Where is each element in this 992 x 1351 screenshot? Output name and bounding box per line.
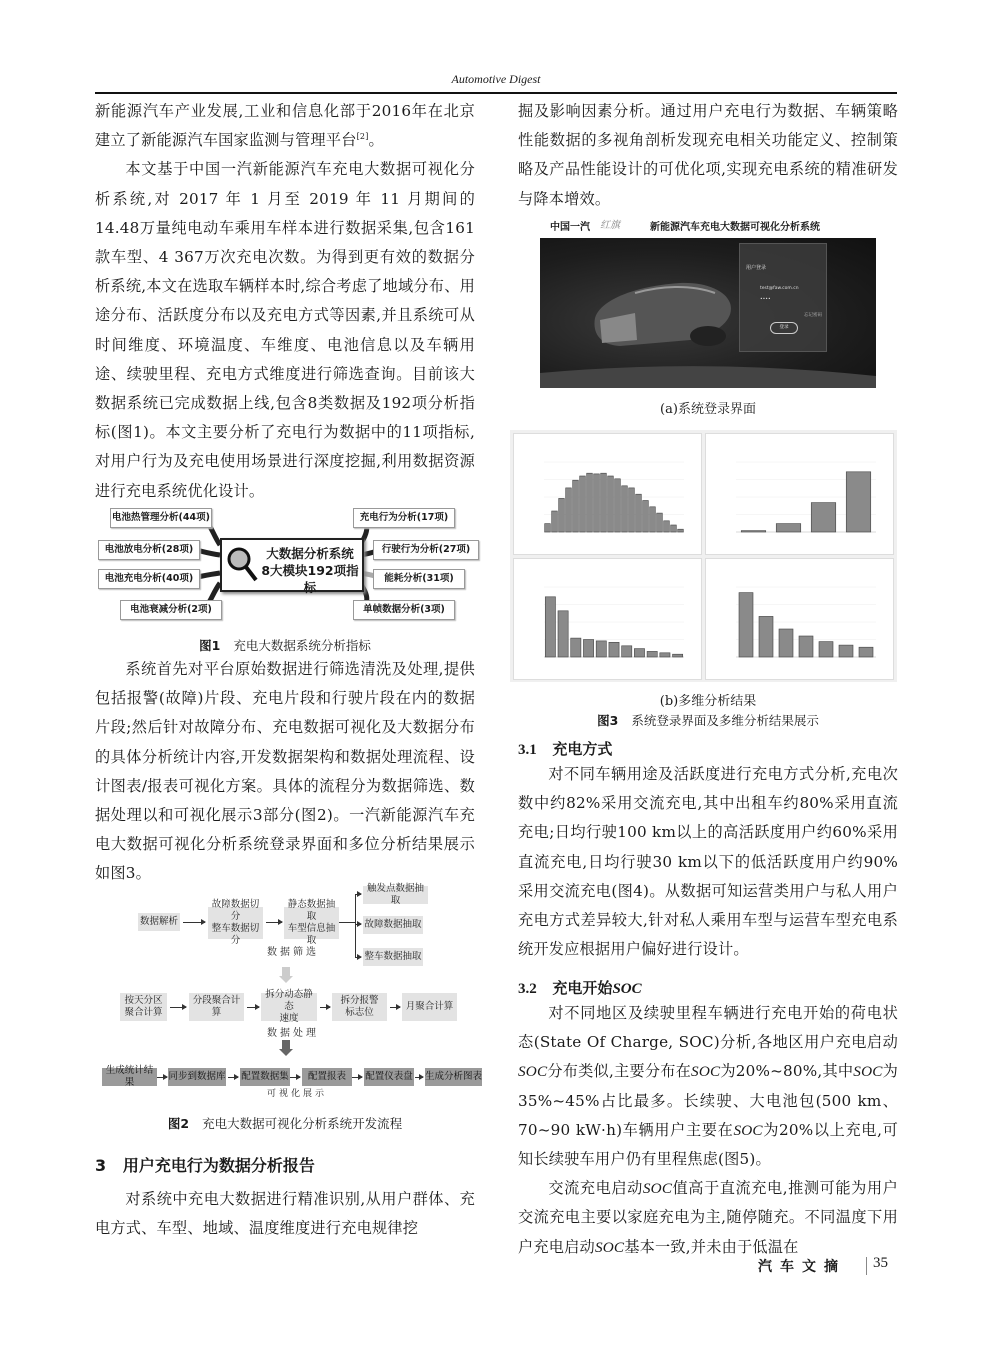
password-input[interactable]: •••• [760, 297, 771, 302]
flow-arrow [355, 924, 361, 925]
paragraph [518, 1174, 898, 1262]
bar [776, 524, 801, 532]
right-column-top [518, 97, 898, 214]
bar [566, 488, 572, 532]
bar [594, 474, 600, 532]
paragraph: 本文基于中国一汽新能源汽车充电大数据可视化分析系统,对 2017 年 1 月至 2019 年 11 月期间的14.48万量纯电动车乘用车样本进行数据采集,包含161 款车型、4 367万次充电次数。为得到更有效的数据分析系统,本文在选取车辆样本时,综合考虑了地域分布、用途分布、活跃度分布以及充电方式等因素,并且系统可从时间维度、环境温度、车维度、电池信息以及车辆用途、续驶里程、充电方式维度进行筛选查询。目前该大数据系统已完成数据上线,包含8类数据及192项分析指标(图1)。本文主要分析了充电行为数据中的11项指标,对用户行为及充电使用场景进行深度挖掘,利用数据资源进行充电系统优化设计。 [95, 160, 475, 500]
chart-panel [705, 558, 894, 680]
term-soc: SOC [642, 1180, 673, 1198]
bar [545, 597, 555, 657]
caption-number: 图2 [167, 1116, 190, 1131]
mindmap-node-right: 单帧数据分析(3项) [353, 600, 455, 620]
flow-box: 配置数据集 [240, 1068, 290, 1086]
bar-chart [514, 559, 701, 679]
bar [678, 529, 684, 532]
login-button[interactable]: 登录 [770, 322, 798, 334]
figure-2-caption [95, 1114, 475, 1132]
mindmap-center-node [220, 538, 364, 595]
figure-3a-caption: (a)系统登录界面 [660, 402, 756, 417]
brand-logo-hongqi: 红旗 [600, 220, 620, 231]
footer-journal-name: 汽车文摘 [758, 1259, 846, 1275]
bar-chart [706, 559, 893, 679]
bar [583, 640, 593, 658]
bar [558, 611, 568, 657]
flow-box: 同步到数据库 [168, 1068, 226, 1086]
bar [587, 473, 593, 532]
text: 值高于直流充电,推测可能为用户交流充电主要以家庭充电为主,随停随充。不同温度下用户充电启动 [518, 1179, 899, 1256]
flow-box: 故障数据切分 整车数据切分 [208, 907, 263, 939]
flow-arrow [266, 922, 282, 923]
chart-panel [513, 558, 702, 680]
section-number: 3.2 [518, 981, 537, 997]
paragraph: 掘及影响因素分析。通过用户充电行为数据、车辆策略性能数据的多视角剖析发现充电相关功能定义、控制策略及产品性能设计的可优化项,实现充电系统的精准研发与降本增效。 [518, 102, 898, 208]
flow-arrow [183, 922, 205, 923]
text: 为20%~80%,其中 [720, 1062, 854, 1081]
flow-box: 配置仪表盘 [364, 1068, 414, 1086]
bar [634, 649, 644, 657]
right-column-mid [518, 760, 898, 964]
bar [622, 486, 628, 532]
center-title: 大数据分析系统 [266, 546, 354, 561]
paragraph [95, 97, 475, 155]
term-soc: SOC [853, 1063, 883, 1081]
brand-logo-faw: 中国一汽 [550, 222, 590, 233]
section-title: 充电方式 [552, 740, 613, 758]
flow-arrow [247, 1007, 259, 1008]
flow-box: 配置报表 [302, 1068, 352, 1086]
mindmap-node-right: 充电行为分析(17项) [353, 508, 455, 528]
bar [739, 593, 753, 657]
bar [779, 629, 793, 657]
flow-box: 生成分析图表 [425, 1068, 482, 1086]
bar [859, 647, 873, 657]
text: 分布类似,主要分布在 [547, 1062, 692, 1081]
bar [571, 638, 581, 657]
stage-label: 可视化展示 [267, 1089, 328, 1099]
flow-arrow [352, 1077, 362, 1078]
left-column-bottom [95, 1185, 475, 1243]
bar [660, 653, 670, 657]
username-input[interactable]: test@faw.com.cn [760, 286, 799, 291]
bar-chart [706, 434, 893, 554]
section-title: 用户充电行为数据分析报告 [122, 1156, 315, 1175]
figure-3-caption [518, 711, 898, 729]
down-arrow-icon [280, 967, 290, 977]
footer-separator [866, 1257, 867, 1275]
term-soc: SOC [733, 1121, 763, 1139]
bar [647, 651, 657, 657]
bar [673, 654, 683, 657]
right-column-bottom [518, 999, 898, 1262]
figure-1-mindmap [95, 505, 485, 625]
flow-box: 整车数据抽取 [363, 948, 423, 966]
caption-text: 充电大数据系统分析指标 [233, 638, 371, 653]
bar [650, 507, 656, 532]
bar [636, 494, 642, 532]
mindmap-node-left: 电池充电分析(40项) [98, 569, 200, 589]
paragraph: 对系统中充电大数据进行精准识别,从用户群体、充电方式、车型、地域、温度维度进行充电规律挖 [95, 1190, 475, 1238]
term-soc: SOC [691, 1063, 721, 1081]
bar [559, 498, 565, 532]
bar [552, 511, 558, 532]
left-column-top [95, 97, 475, 506]
flow-box: 拆分报警 标志位 [332, 993, 387, 1021]
bar [664, 521, 670, 532]
bar [622, 646, 632, 657]
flow-arrow [390, 1007, 400, 1008]
section-number: 3.1 [518, 742, 537, 758]
caption-text: 充电大数据可视化分析系统开发流程 [202, 1116, 403, 1131]
chart-panel [513, 433, 702, 555]
paragraph-text: 新能源汽车产业发展,工业和信息化部于2016年在北京建立了新能源汽车国家监测与管理平台 [95, 102, 475, 150]
flow-box: 按天分区 聚合计算 [120, 993, 167, 1021]
bar [799, 636, 813, 657]
flow-box: 数据解析 [138, 913, 180, 931]
section-title: 充电开始 [552, 979, 613, 997]
text: 为35%~45%占比最多。长续驶、大电池包(500 km、70~90 kW·h)车辆用户主要在 [518, 1062, 898, 1139]
forgot-password-link[interactable]: 忘记密码 [804, 313, 822, 318]
bar [643, 501, 649, 533]
bar [609, 642, 619, 657]
text: 为20%以上充电,可知长续驶车用户仍有里程焦虑(图5)。 [518, 1120, 898, 1169]
flow-arrow [355, 894, 361, 895]
bar [596, 641, 606, 657]
flow-line [339, 922, 355, 923]
analysis-dashboard [510, 430, 897, 682]
subsection-heading [518, 977, 642, 998]
flow-arrow [157, 1077, 167, 1078]
flow-arrow [170, 1007, 186, 1008]
stage-label: 数据筛选 [267, 947, 319, 958]
flow-arrow [228, 1077, 238, 1078]
citation-ref[interactable]: [2] [356, 132, 369, 142]
login-panel [739, 243, 827, 352]
bar [811, 503, 836, 532]
bar [629, 488, 635, 532]
bar [839, 645, 853, 657]
caption-text: 系统登录界面及多维分析结果展示 [631, 713, 819, 728]
bar [580, 476, 586, 532]
section-heading [95, 1153, 315, 1176]
paragraph: 对不同车辆用途及活跃度进行充电方式分析,充电次数中约82%采用交流充电,其中出租车约80%采用直流充电;日均行驶100 km以上的高活跃度用户约60%采用直流充电,日均行驶30 km以下的低活跃度用户约90%采用交流充电(图4)。从数据可知运营类用户与私人用户充电方式差异较大,针对私人乘用车型与运营车型充电系统开发应根据用户偏好进行设计。 [518, 765, 898, 959]
flow-box: 拆分动态静态 速度 [261, 993, 317, 1021]
chart-panel [705, 433, 894, 555]
login-header-bar [540, 213, 876, 235]
down-arrow-icon [280, 1040, 290, 1050]
text: 基本一致,并未由于低温在 [624, 1237, 799, 1256]
flow-box: 静态数据抽取 车型信息抽取 [284, 907, 339, 939]
text: 交流充电启动 [548, 1179, 643, 1198]
login-screenshot [540, 238, 876, 388]
flow-arrow [320, 1007, 330, 1008]
bar-chart [514, 434, 701, 554]
login-title: 用户登录 [746, 265, 767, 271]
bar [846, 472, 871, 532]
page-number: 35 [873, 1255, 888, 1271]
bar [657, 513, 663, 532]
paragraph: 系统首先对平台原始数据进行筛选清洗及处理,提供包括报警(故障)片段、充电片段和行驶片段在内的数据片段;然后针对故障分布、充电数据可视化及大数据分布的具体分析统计内容,开发数据架构和数据处理流程、设计图表/报表可视化方案。具体的流程分为数据筛选、数据处理以和可视化展示3部分(图2)。一汽新能源汽车充电大数据可视化分析系统登录界面和多位分析结果展示如图3。 [95, 660, 475, 883]
flow-arrow [355, 957, 361, 958]
text: 对不同地区及续驶里程车辆进行充电开始的荷电状态(State Of Charge, SOC)分析,各地区用户充电启动 [518, 1004, 898, 1052]
flow-box: 月聚合计算 [402, 993, 457, 1021]
bar [545, 524, 551, 532]
running-header: Automotive Digest [451, 72, 541, 86]
system-title: 新能源汽车充电大数据可视化分析系统 [650, 222, 820, 233]
flow-box: 生成统计结果 [102, 1068, 157, 1086]
paragraph [518, 999, 898, 1174]
bar [819, 642, 833, 657]
bar [759, 616, 773, 657]
bar [601, 473, 607, 532]
term-soc: SOC [518, 1063, 548, 1081]
center-subtitle: 8大模块192项指标 [261, 563, 359, 595]
mindmap-node-right: 能耗分析(31项) [373, 569, 465, 589]
subsection-heading [518, 738, 612, 759]
magnifier-icon [226, 545, 260, 585]
paragraph-end: 。 [368, 131, 384, 150]
header-rule [95, 92, 897, 94]
figure-2-flowchart [95, 883, 490, 1098]
flow-box: 故障数据抽取 [363, 916, 423, 934]
caption-number: 图3 [597, 713, 619, 728]
bar [615, 479, 621, 532]
stage-label: 数据处理 [267, 1028, 319, 1039]
figure-3b-caption: (b)多维分析结果 [659, 694, 757, 709]
section-title-soc: SOC [612, 981, 642, 997]
bar [671, 525, 677, 532]
mindmap-node-left: 电池热管理分析(44项) [110, 508, 212, 528]
term-soc: SOC [594, 1238, 625, 1256]
mindmap-node-right: 行驶行为分析(27项) [373, 540, 479, 560]
flow-arrow [415, 1077, 423, 1078]
bar [608, 476, 614, 532]
caption-number: 图1 [199, 638, 221, 653]
flow-arrow [290, 1077, 300, 1078]
flow-box: 分段聚合计算 [189, 993, 244, 1021]
flow-line [355, 894, 356, 957]
mindmap-node-left: 电池衰减分析(2项) [120, 600, 222, 620]
bar [741, 531, 766, 532]
mindmap-node-left: 电池放电分析(28项) [98, 540, 200, 560]
section-number: 3 [95, 1156, 107, 1175]
bar [573, 480, 579, 532]
figure-1-caption [95, 636, 475, 654]
flow-box: 触发点数据抽取 [363, 886, 428, 904]
left-column-mid [95, 655, 475, 889]
